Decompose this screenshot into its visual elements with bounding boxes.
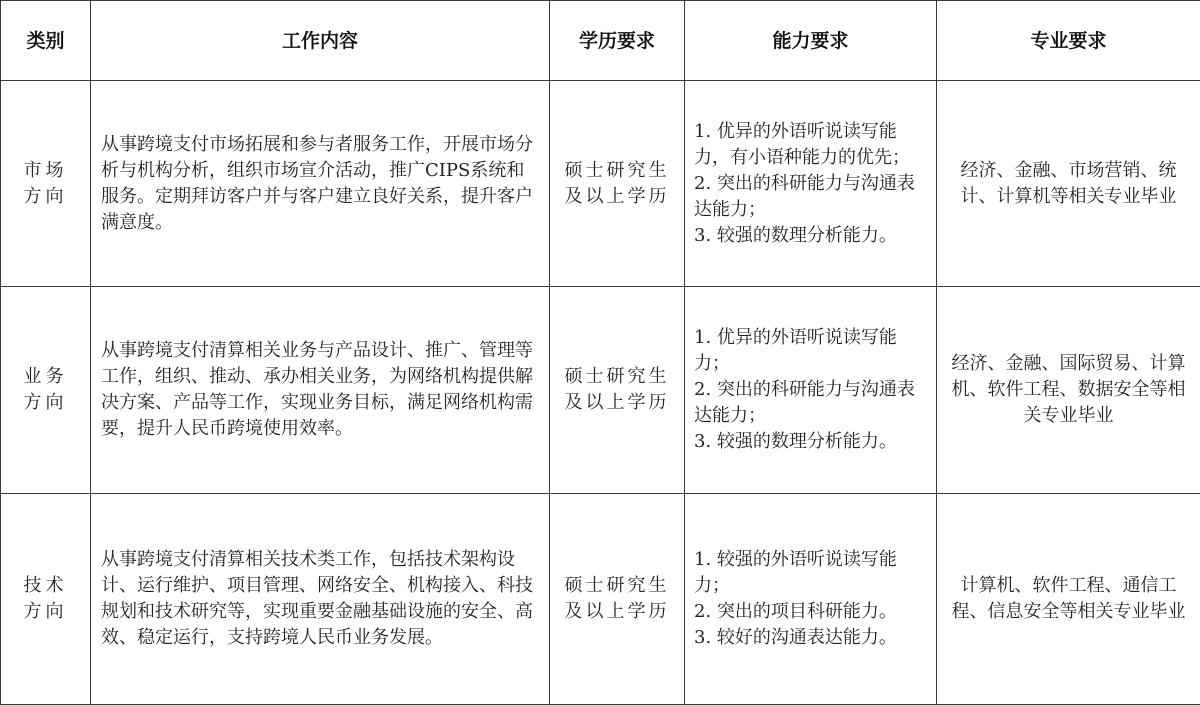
category-line: 业务 (1, 364, 90, 390)
category-line: 市场 (1, 158, 90, 184)
major-cell (937, 287, 1200, 494)
education-line: 及以上学历 (550, 184, 684, 210)
ability-item: 2. 突出的科研能力与沟通表达能力； (694, 377, 926, 429)
category-cell (1, 494, 91, 705)
major-text: 经济、金融、市场营销、统计、计算机等相关专业毕业 (961, 160, 1177, 207)
ability-item: 2. 突出的科研能力与沟通表达能力； (694, 171, 926, 223)
education-line: 硕士研究生 (550, 158, 684, 184)
ability-cell (685, 287, 937, 494)
work-content-text: 从事跨境支付清算相关技术类工作，包括技术架构设计、运行维护、项目管理、网络安全、机构接入、科技规划和技术研究等，实现重要金融基础设施的安全、高效、稳定运行，支持跨境人民币业务发展。 (101, 549, 533, 648)
header-row (1, 1, 1200, 81)
ability-item: 3. 较强的数理分析能力。 (694, 429, 926, 455)
education-cell (550, 494, 685, 705)
education-line: 硕士研究生 (550, 573, 684, 599)
header-education: 学历要求 (550, 1, 685, 81)
category-cell (1, 287, 91, 494)
header-category: 类别 (1, 1, 91, 81)
major-text: 经济、金融、国际贸易、计算机、软件工程、数据安全等相关专业毕业 (952, 353, 1186, 426)
education-cell (550, 81, 685, 287)
education-line: 及以上学历 (550, 390, 684, 416)
ability-item: 1. 优异的外语听说读写能力，有小语种能力的优先； (694, 119, 926, 171)
major-text: 计算机、软件工程、通信工程、信息安全等相关专业毕业 (952, 575, 1186, 622)
ability-item: 1. 优异的外语听说读写能力； (694, 325, 926, 377)
work-content-text: 从事跨境支付清算相关业务与产品设计、推广、管理等工作，组织、推动、承办相关业务，为网络机构提供解决方案、产品等工作，实现业务目标，满足网络机构需要，提升人民币跨境使用效率。 (101, 340, 533, 439)
header-work-content: 工作内容 (91, 1, 550, 81)
ability-item: 3. 较强的数理分析能力。 (694, 223, 926, 249)
category-line: 方向 (1, 599, 90, 625)
ability-item: 2. 突出的项目科研能力。 (694, 599, 926, 625)
work-content-cell (91, 81, 550, 287)
table-row (1, 287, 1200, 494)
header-ability: 能力要求 (685, 1, 937, 81)
ability-cell (685, 81, 937, 287)
table-row (1, 494, 1200, 705)
education-cell (550, 287, 685, 494)
education-line: 硕士研究生 (550, 364, 684, 390)
category-cell (1, 81, 91, 287)
major-cell (937, 494, 1200, 705)
category-line: 方向 (1, 390, 90, 416)
ability-item: 1. 较强的外语听说读写能力； (694, 547, 926, 599)
category-line: 技术 (1, 573, 90, 599)
category-line: 方向 (1, 184, 90, 210)
major-cell (937, 81, 1200, 287)
table-row (1, 81, 1200, 287)
work-content-cell (91, 494, 550, 705)
work-content-cell (91, 287, 550, 494)
header-major: 专业要求 (937, 1, 1200, 81)
ability-cell (685, 494, 937, 705)
ability-item: 3. 较好的沟通表达能力。 (694, 625, 926, 651)
work-content-text: 从事跨境支付市场拓展和参与者服务工作，开展市场分析与机构分析，组织市场宣介活动，推广CIPS系统和服务。定期拜访客户并与客户建立良好关系，提升客户满意度。 (101, 134, 533, 233)
education-line: 及以上学历 (550, 599, 684, 625)
